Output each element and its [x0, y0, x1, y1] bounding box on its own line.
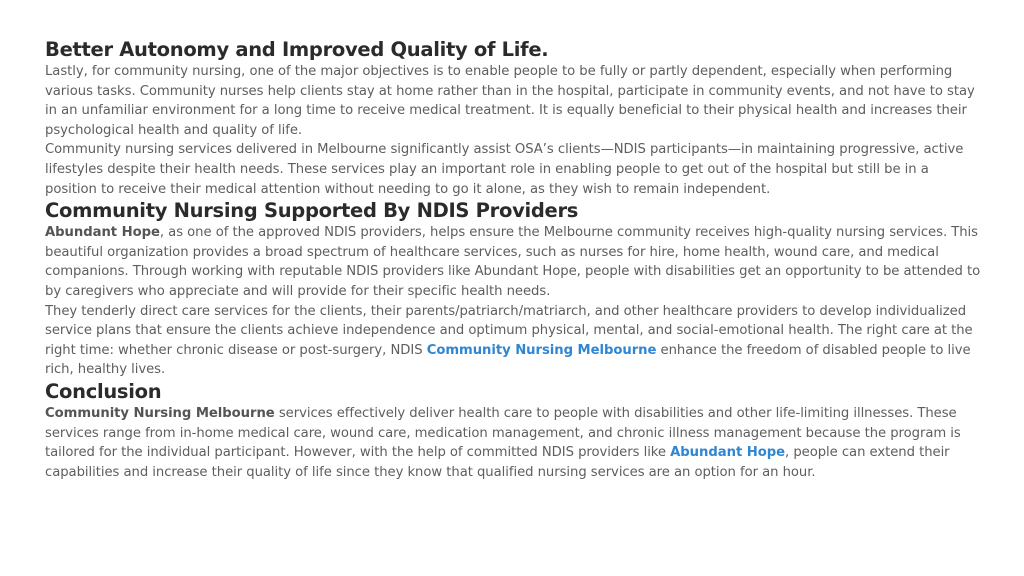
paragraph-conclusion-text: services effectively deliver health care to people with disabilities and other life-limiting illnesses. These services range from in-home medical care, wound care, medication management, and chronic illness management because the program is tailored for the individual participant. However, with the help of committed NDIS providers like — [45, 405, 961, 461]
link-community-nursing-melbourne[interactable]: Community Nursing Melbourne — [426, 342, 657, 358]
paragraph-ndis-2 — [45, 302, 984, 380]
paragraph-autonomy-2: Community nursing services delivered in Melbourne significantly assist OSA’s clients—NDIS participants—in maintaining progressive, active lifestyles despite their health needs. These services play an important role in enabling people to get out of the hospital but still be in a position to receive their medical attention without needing to go it alone, as they wish to remain independent. — [45, 142, 964, 197]
paragraph-conclusion-tail: , people can extend their capabilities and increase their quality of life since they know that qualified nursing services are an option for an hour. — [45, 445, 950, 480]
bold-community-nursing-melbourne: Community Nursing Melbourne — [45, 405, 275, 421]
paragraph-autonomy-1: Lastly, for community nursing, one of the major objectives is to enable people to be fully or partly dependent, especially when performing various tasks. Community nurses help clients stay at home rather than in the hospital, participate in community events, and not have to stay in an unfamiliar environment for a long time to receive medical treatment. It is equally beneficial to their physical health and increases their psychological health and quality of life. — [45, 64, 975, 138]
heading-autonomy: Better Autonomy and Improved Quality of Life. — [45, 38, 549, 61]
paragraph-ndis-1-text: , as one of the approved NDIS providers, helps ensure the Melbourne community receives high-quality nursing services. This beautiful organization provides a broad spectrum of healthcare services, such as nurses for hire, home health, wound care, and medical companions. Through working with reputable NDIS providers like Abundant Hope, people with disabilities get an opportunity to be attended to by caregivers who appreciate and will provide for their specific health needs. — [45, 225, 981, 299]
heading-ndis: Community Nursing Supported By NDIS Providers — [45, 199, 579, 223]
paragraph-ndis-2-tail: enhance the freedom of disabled people to live rich, healthy lives. — [45, 342, 971, 378]
bold-abundant-hope: Abundant Hope — [45, 225, 160, 241]
paragraph-conclusion — [45, 404, 984, 482]
link-abundant-hope[interactable]: Abundant Hope — [670, 445, 786, 461]
paragraph-ndis-2-text: They tenderly direct care services for the clients, their parents/patriarch/matriarch, and other healthcare providers to develop individualized service plans that ensure the clients achieve independence and optimum physical, mental, and social-emotional health. The right care at the right time: whether chronic disease or post-surgery, NDIS — [45, 303, 973, 358]
heading-conclusion: Conclusion — [45, 379, 162, 403]
paragraph-ndis-1 — [45, 223, 984, 301]
